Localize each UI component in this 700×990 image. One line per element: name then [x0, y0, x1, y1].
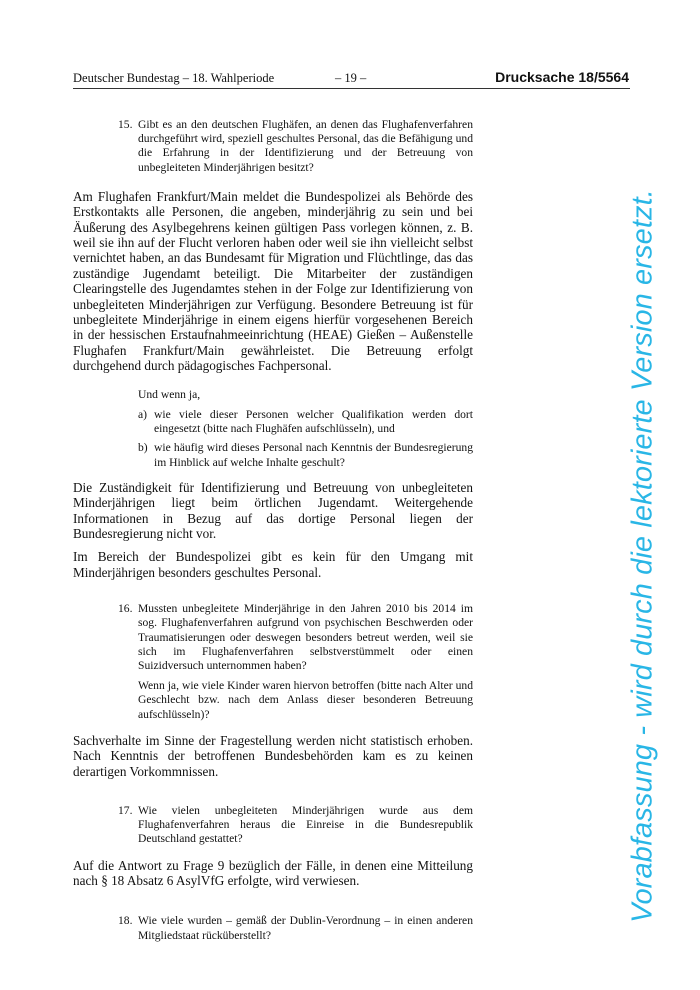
followup-text-b: wie häufig wird dieses Personal nach Kenntnis der Bundesregierung im Hinblick auf welche Inhalte geschult? [154, 441, 473, 469]
answer-17: Auf die Antwort zu Frage 9 bezüglich der Fälle, in denen eine Mitteilung nach § 18 Absatz 6 AsylVfG erfolgte, wird verwiesen. [73, 857, 473, 888]
followup-item-a [138, 408, 473, 436]
question-18 [73, 914, 473, 942]
question-number: 16. [118, 602, 133, 616]
followup-text-a: wie viele dieser Personen welcher Qualifikation werden dort eingesetzt (bitte nach Flughäfen aufschlüsseln), und [154, 407, 473, 436]
question-16 [73, 602, 473, 722]
question-text-secondary: Wenn ja, wie viele Kinder waren hiervon betroffen (bitte nach Alter und Geschlecht bzw. nach dem Anlass dieser besonderen Betreuung aufschlüsseln)? [138, 679, 473, 721]
answer-15-followup-1: Die Zuständigkeit für Identifizierung und Betreuung von unbegleiteten Minderjährigen liegt beim örtlichen Jugendamt. Weitergehende Informationen in Bezug auf das dortige Personal liegen der Bundesregierung nicht vor. [73, 479, 473, 541]
answer-16: Sachverhalte im Sinne der Fragestellung werden nicht statistisch erhoben. Nach Kenntnis der betroffenen Bundesbehörden kam es zu keinen derartigen Vorkommnissen. [73, 732, 473, 779]
question-number: 17. [118, 803, 133, 817]
question-17 [73, 804, 473, 847]
header-publication: Deutscher Bundestag – 18. Wahlperiode [73, 71, 275, 85]
question-number: 18. [118, 914, 133, 928]
document-body [73, 112, 473, 943]
question-text: Mussten unbegleitete Minderjährige in den Jahren 2010 bis 2014 im sog. Flughafenverfahren aufgrund von psychischen Beschwerden oder Traumatisierungen oder deswegen besonders betreut werden, weil sie sich im Flughafenverfahren selbstverstümmelt oder einen Suizidversuch unternommen haben? [138, 602, 473, 672]
answer-15-followup-2: Im Bereich der Bundespolizei gibt es kein für den Umgang mit Minderjährigen besonders geschultes Personal. [73, 549, 473, 580]
answer-15: Am Flughafen Frankfurt/Main meldet die Bundespolizei als Behörde des Erstkontakts alle Personen, die angeben, minderjährig zu sein und bei Äußerung des Asylbegehrens keinen gültigen Pass vorlegen können, z. B. weil sie ihn auf der Flucht verloren haben oder weil sie ihn vielleicht selbst vernichtet haben, an das Bundesamt für Migration und Flüchtlinge, das das zuständige Jugendamt beteiligt. Die Mitarbeiter der zuständigen Clearingstelle des Jugendamtes stehen in der Folge zur Identifizierung von unbegleiteten Minderjährigen zur Verfügung. Besondere Betreuung ist für unbegleitete Minderjährige in einem eigens hierfür vorgesehenen Bereich in der hessischen Erstaufnahmeeinrichtung (HEAE) Gießen – Außenstelle Flughafen Frankfurt/Main gewährleistet. Die Betreuung erfolgt durchgehend durch pädagogisches Fachpersonal. [73, 188, 473, 374]
header-rule [73, 88, 630, 89]
question-number: 15. [118, 118, 133, 131]
followup-intro: Und wenn ja, [138, 387, 201, 401]
followup-item-b [138, 441, 473, 469]
header-document-id: 5564 [597, 69, 629, 85]
followup-label-b: b) [138, 441, 148, 455]
question-text: Wie viele wurden – gemäß der Dublin-Verordnung – in einen anderen Mitgliedstaat rücküberstellt? [138, 914, 473, 942]
header-document-label: Drucksache 18/ [495, 69, 598, 85]
header-page-number: – 19 – [335, 71, 367, 85]
header-document-number [495, 69, 629, 85]
watermark-text: Vorabfassung - wird durch die lektorierte Version ersetzt. [626, 189, 659, 923]
question-15 [73, 118, 473, 175]
followup-label-a: a) [138, 407, 148, 421]
question-15-followup [73, 388, 473, 470]
question-text: Wie vielen unbegleiteten Minderjährigen wurde aus dem Flughafenverfahren heraus die Einreise in die Bundesrepublik Deutschland gestattet? [138, 803, 473, 846]
question-text: Gibt es an den deutschen Flughäfen, an denen das Flughafenverfahren durchgeführt wird, speziell geschultes Personal, das die Befähigung und die Erfahrung in der Identifizierung und der Betreuung von unbegleiteten Minderjährigen besitzt? [138, 118, 473, 174]
